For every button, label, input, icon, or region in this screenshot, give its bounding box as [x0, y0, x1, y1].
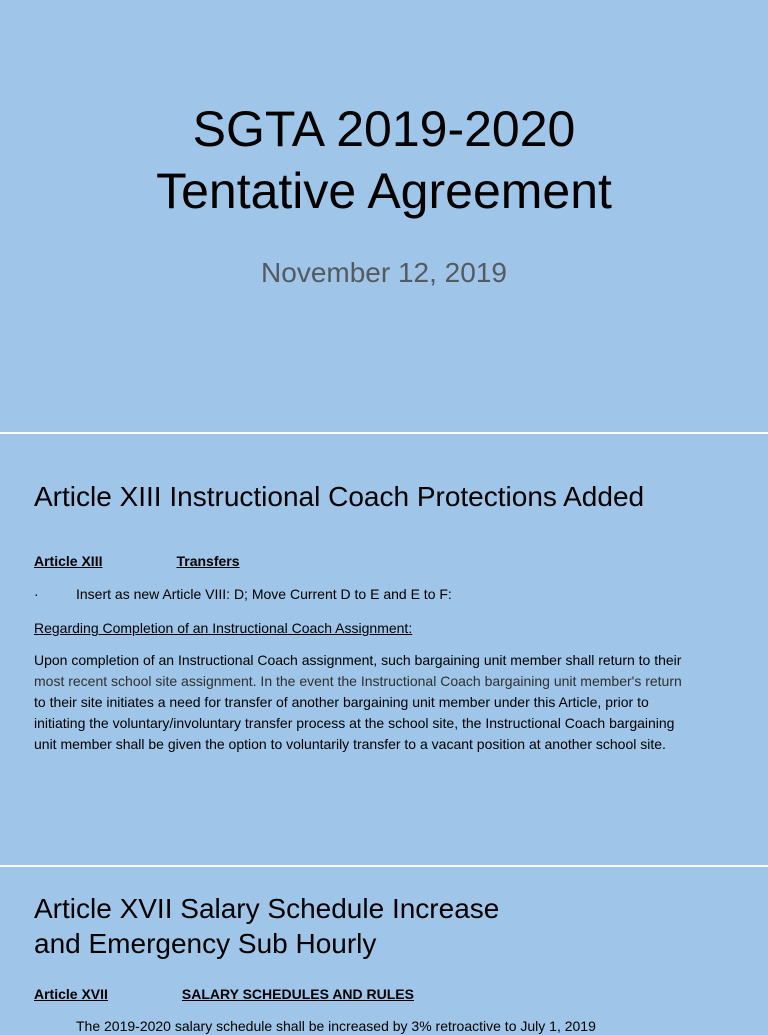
- slide-heading: [34, 891, 499, 961]
- presentation-title: [0, 98, 768, 222]
- article-xiii-slide: [0, 434, 768, 865]
- body-paragraph: [34, 650, 734, 755]
- bullet-dot: ·: [34, 586, 39, 602]
- article-name: SALARY SCHEDULES AND RULES: [181, 986, 414, 1002]
- title-line-1: SGTA 2019-2020: [192, 101, 576, 157]
- heading-line-2: and Emergency Sub Hourly: [34, 928, 377, 959]
- partial-body-line: The 2019-2020 salary schedule shall be increased by 3% retroactive to July 1, 2019: [76, 1018, 596, 1034]
- article-title-line: [34, 552, 240, 570]
- paragraph-line: most recent school site assignment. In the event the Instructional Coach bargaining unit member's return: [34, 673, 682, 689]
- article-xvii-slide: [0, 867, 768, 1034]
- title-slide: [0, 0, 768, 432]
- bullet-item: [34, 585, 452, 603]
- bullet-text: Insert as new Article VIII: D; Move Current D to E and E to F:: [76, 586, 452, 602]
- title-line-2: Tentative Agreement: [156, 163, 612, 219]
- slide-heading: Article XIII Instructional Coach Protections Added: [34, 481, 645, 512]
- article-name: Transfers: [176, 553, 240, 569]
- article-title-line: [34, 985, 414, 1003]
- paragraph-line: initiating the voluntary/involuntary transfer process at the school site, the Instructional Coach bargaining: [34, 715, 675, 731]
- paragraph-line: unit member shall be given the option to voluntarily transfer to a vacant position at another school site.: [34, 736, 666, 752]
- paragraph-line: to their site initiates a need for transfer of another bargaining unit member under this Article, prior to: [34, 694, 649, 710]
- presentation-date: November 12, 2019: [261, 257, 507, 288]
- paragraph-line: Upon completion of an Instructional Coach assignment, such bargaining unit member shall return to their: [34, 652, 682, 668]
- article-number: Article XIII: [34, 553, 103, 569]
- section-subheading: Regarding Completion of an Instructional Coach Assignment:: [34, 620, 413, 636]
- heading-line-1: Article XVII Salary Schedule Increase: [34, 893, 500, 924]
- article-number: Article XVII: [34, 986, 108, 1002]
